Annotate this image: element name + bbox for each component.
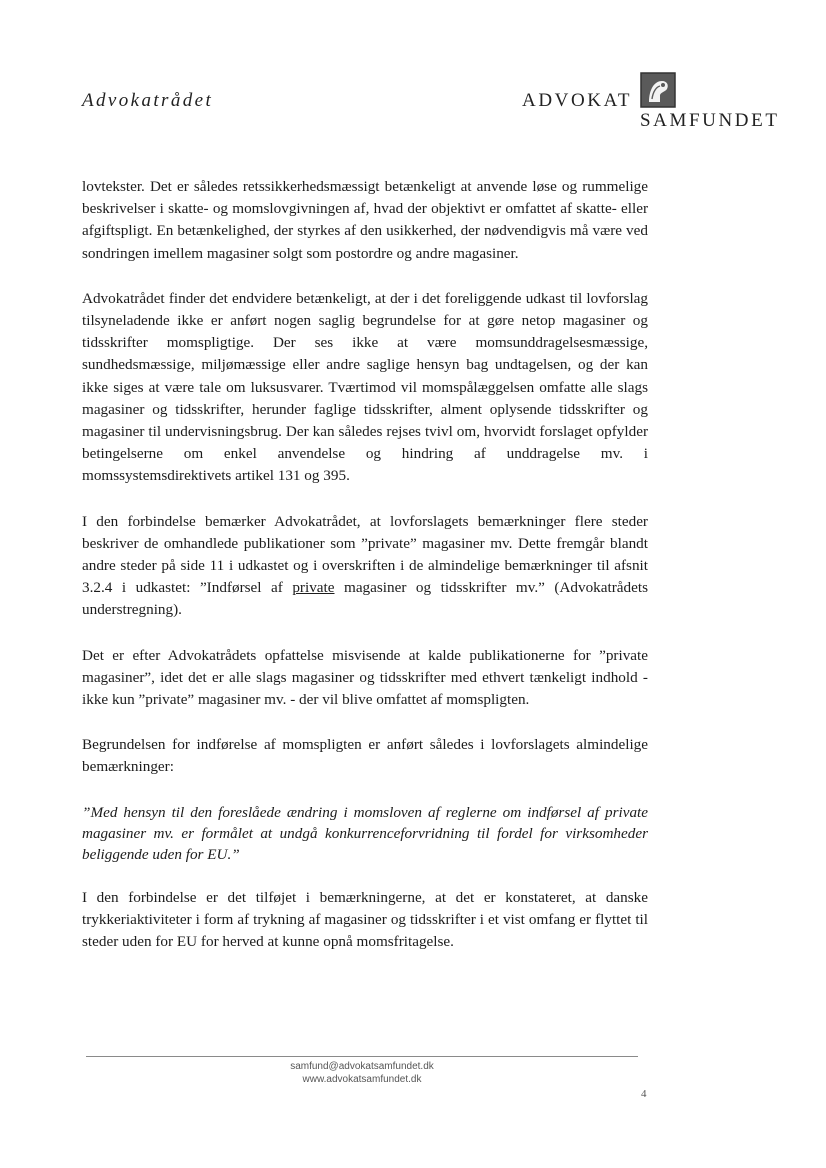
paragraph-3-text-a: I den forbindelse bemærker Advokatrådet, at lovforslagets bemærkninger flere steder beskriver de omhandlede publikationer som ”private” magasiner mv. Dette fremgår blandt andre steder på side 11 i udkastet og i overskriften i de almindelige bemærkninger til afsnit 3.2.4 i udkastet: ”Indførsel af xyxy=(82,512,648,597)
figure-emblem-icon xyxy=(640,72,676,108)
paragraph-3-text-b: magasiner og tidsskrifter mv.” (Advokatrådets understregning). xyxy=(82,579,649,619)
footer xyxy=(86,1060,638,1086)
letter-body xyxy=(82,176,648,976)
paragraph-3 xyxy=(82,511,648,622)
header-title: Advokatrådet xyxy=(82,90,214,111)
logo-text-top: ADVOKAT xyxy=(522,90,633,111)
paragraph-1: lovtekster. Det er således retssikkerhedsmæssigt betænkeligt at anvende løse og rummelige beskrivelser i skatte- og momslovgivningen af, hvad der objektivt er omfattet af skatte- eller afgiftspligt. En betænkelighed, der styrkes af den usikkerhed, der nødvendigvis må være ved sondringen imellem magasiner solgt som postordre og andre magasiner. xyxy=(82,178,648,262)
footer-website-link[interactable]: www.advokatsamfundet.dk xyxy=(302,1074,422,1085)
footer-divider xyxy=(86,1056,638,1057)
underlined-word: private xyxy=(292,579,335,597)
page-number: 4 xyxy=(641,1088,647,1100)
paragraph-5: Begrundelsen for indførelse af momspligten er anført således i lovforslagets almindelige bemærkninger: xyxy=(82,736,648,776)
footer-email-link[interactable]: samfund@advokatsamfundet.dk xyxy=(290,1061,434,1072)
paragraph-6: I den forbindelse er det tilføjet i bemærkningerne, at det er konstateret, at danske trykkeriaktiviteter i form af trykning af magasiner og tidsskrifter i et vist omfang er flyttet til steder uden for EU for herved at kunne opnå momsfritagelse. xyxy=(82,888,648,951)
logo-text-bottom: SAMFUNDET xyxy=(640,110,780,131)
paragraph-2: Advokatrådet finder det endvidere betænkeligt, at der i det foreliggende udkast til lovforslag tilsyneladende ikke er anført nogen saglig begrundelse for at gøre netop magasiner og tidsskrifter momspligtige. Der ses ikke at være momsunddragelsesmæssige, sundhedsmæssige, miljømæssige eller andre saglige hensyn bag undtagelsen, og der kan ikke siges at være tale om luksusvarer. Tværtimod vil momspålæggelsen omfatte alle slags magasiner og tidsskrifter, herunder faglige tidsskrifter, alment oplysende tidsskrifter og magasiner til undervisningsbrug. Der kan således rejses tvivl om, hvorvidt forslaget opfylder betingelserne om enkel anvendelse og hindring af unddragelse mv. i momssystemsdirektivets artikel 131 og 395. xyxy=(82,289,648,485)
quoted-passage: ”Med hensyn til den foreslåede ændring i momsloven af reglerne om indførsel af private magasiner mv. er formålet at undgå konkurrenceforvridning til fordel for virksomheder beliggende uden for EU.” xyxy=(82,803,648,863)
paragraph-4: Det er efter Advokatrådets opfattelse misvisende at kalde publikationerne for ”private magasiner”, idet det er alle slags magasiner og tidsskrifter med ethvert tænkeligt indhold - ikke kun ”private” magasiner mv. - der vil blive omfattet af momspligten. xyxy=(82,646,648,709)
advokatsamfundet-logo xyxy=(522,70,792,130)
